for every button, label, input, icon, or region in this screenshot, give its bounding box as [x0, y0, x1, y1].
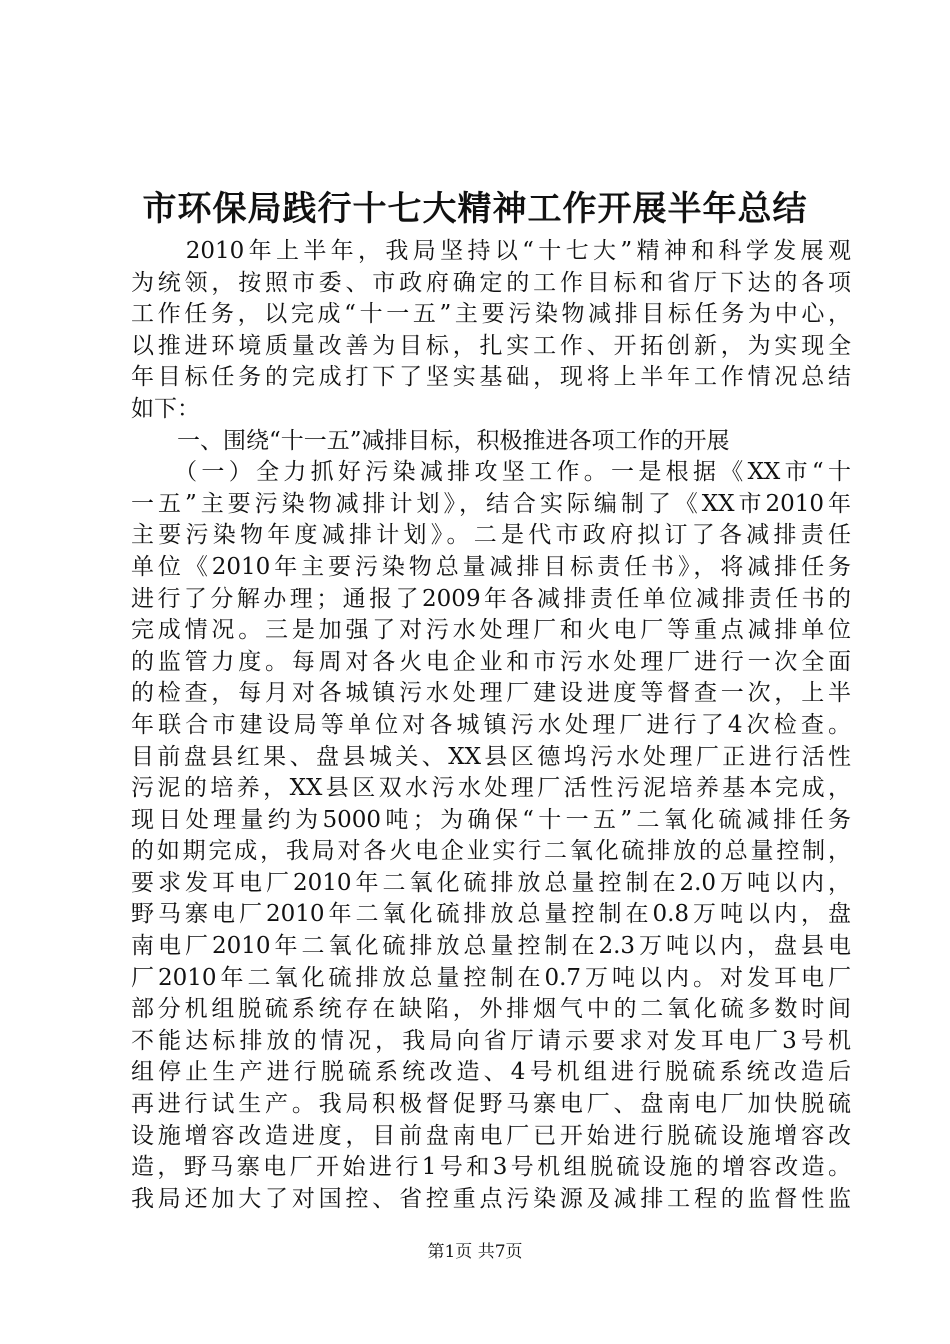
body-line: 要求发耳电厂2010年二氧化硫排放总量控制在2.0万吨以内， [131, 869, 851, 896]
body-line: 南电厂2010年二氧化硫排放总量控制在2.3万吨以内，盘县电 [131, 933, 851, 960]
body-line: 的如期完成，我局对各火电企业实行二氧化硫排放的总量控制， [131, 838, 851, 865]
document-body [131, 236, 851, 1215]
body-line: 组停止生产进行脱硫系统改造、4号机组进行脱硫系统改造后 [131, 1059, 851, 1086]
body-line: 如下： [131, 395, 200, 422]
body-line: 再进行试生产。我局积极督促野马寨电厂、盘南电厂加快脱硫 [131, 1091, 851, 1118]
body-line: 现日处理量约为5000吨；为确保“十一五”二氧化硫减排任务 [131, 806, 851, 833]
body-line: 2010年上半年，我局坚持以“十七大”精神和科学发展观 [131, 238, 851, 264]
body-line: 年联合市建设局等单位对各城镇污水处理厂进行了4次检查。 [131, 711, 851, 738]
body-line: 部分机组脱硫系统存在缺陷，外排烟气中的二氧化硫多数时间 [131, 996, 851, 1023]
body-line: 我局还加大了对国控、省控重点污染源及减排工程的监督性监 [131, 1185, 851, 1212]
body-line: 以推进环境质量改善为目标，扎实工作、开拓创新，为实现全 [131, 332, 851, 359]
body-line: 污泥的培养，XX县区双水污水处理厂活性污泥培养基本完成， [131, 775, 851, 802]
body-line: 进行了分解办理；通报了2009年各减排责任单位减排责任书的 [131, 585, 851, 612]
body-line: （一）全力抓好污染减排攻坚工作。一是根据《XX市“十 [131, 459, 851, 486]
body-line: 工作任务，以完成“十一五”主要污染物减排目标任务为中心， [131, 301, 851, 328]
body-line: 一、围绕“十一五”减排目标，积极推进各项工作的开展 [131, 427, 730, 454]
body-line: 一五”主要污染物减排计划》，结合实际编制了《XX市2010年 [131, 490, 851, 517]
document-title: 市环保局践行十七大精神工作开展半年总结 [142, 189, 808, 229]
body-line: 野马寨电厂2010年二氧化硫排放总量控制在0.8万吨以内，盘 [131, 901, 851, 928]
body-line: 年目标任务的完成打下了坚实基础，现将上半年工作情况总结 [131, 364, 851, 391]
body-line: 目前盘县红果、盘县城关、XX县区德坞污水处理厂正进行活性 [131, 743, 851, 770]
page-indicator: 第1页 共7页 [427, 1242, 523, 1262]
body-line: 完成情况。三是加强了对污水处理厂和火电厂等重点减排单位 [131, 617, 851, 644]
body-line: 主要污染物年度减排计划》。二是代市政府拟订了各减排责任 [131, 522, 851, 549]
body-line: 厂2010年二氧化硫排放总量控制在0.7万吨以内。对发耳电厂 [131, 964, 851, 991]
body-line: 不能达标排放的情况，我局向省厅请示要求对发耳电厂3号机 [131, 1027, 851, 1054]
body-line: 造，野马寨电厂开始进行1号和3号机组脱硫设施的增容改造。 [131, 1154, 851, 1181]
body-line: 的监管力度。每周对各火电企业和市污水处理厂进行一次全面 [131, 648, 851, 675]
body-line: 的检查，每月对各城镇污水处理厂建设进度等督查一次，上半 [131, 680, 851, 707]
body-line: 设施增容改造进度，目前盘南电厂已开始进行脱硫设施增容改 [131, 1122, 851, 1149]
body-line: 为统领，按照市委、市政府确定的工作目标和省厅下达的各项 [131, 269, 851, 296]
body-line: 单位《2010年主要污染物总量减排目标责任书》，将减排任务 [131, 553, 851, 580]
